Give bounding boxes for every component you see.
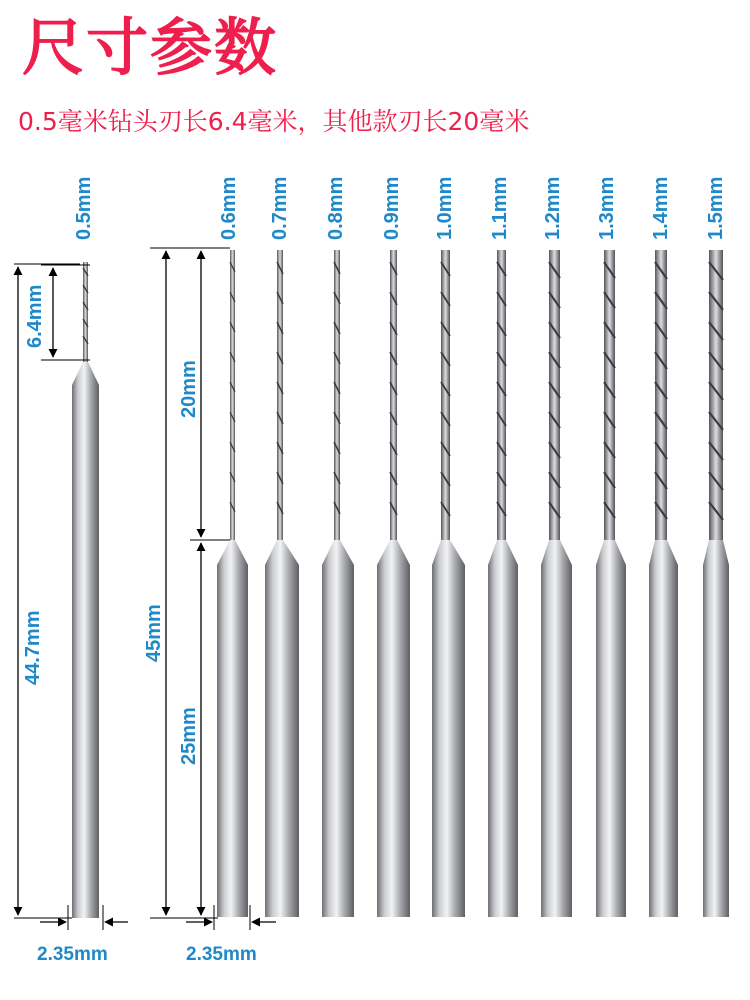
dimension-lines-set xyxy=(150,248,276,930)
size-label-0-6mm: 0.6mm xyxy=(218,176,240,240)
size-label-0-7mm: 0.7mm xyxy=(269,176,291,240)
size-label-1-5mm: 1.5mm xyxy=(705,176,727,240)
total-length-label-single: 44.7mm xyxy=(22,610,44,685)
size-label-1-3mm: 1.3mm xyxy=(596,176,618,240)
drill-bit-1-4mm xyxy=(649,250,678,917)
size-label-1-0mm: 1.0mm xyxy=(434,176,456,240)
page-subtitle: 0.5毫米钻头刃长6.4毫米，其他款刃长20毫米 xyxy=(18,107,530,136)
size-label-0-9mm: 0.9mm xyxy=(381,176,403,240)
size-label-1-1mm: 1.1mm xyxy=(489,176,511,240)
drill-bit-0-7mm xyxy=(265,250,299,917)
dimension-lines-single xyxy=(14,264,128,930)
size-label-0-8mm: 0.8mm xyxy=(325,176,347,240)
size-label-0-5mm: 0.5mm xyxy=(73,176,95,240)
shank-diameter-label-single: 2.35mm xyxy=(37,944,108,965)
drill-bit-set xyxy=(217,250,729,917)
drill-bit-1-3mm xyxy=(596,250,626,917)
flute-length-label-single: 6.4mm xyxy=(24,284,46,348)
drill-bit-1-0mm xyxy=(432,250,465,917)
size-label-1-2mm: 1.2mm xyxy=(542,176,564,240)
shank-length-label-set: 25mm xyxy=(178,707,200,765)
drill-bit-1-2mm xyxy=(541,250,572,917)
total-length-label-set: 45mm xyxy=(143,604,165,662)
shank-diameter-label-set: 2.35mm xyxy=(186,944,257,965)
size-label-1-4mm: 1.4mm xyxy=(650,176,672,240)
drill-bit-0-8mm xyxy=(322,250,354,917)
page-title: 尺寸参数 xyxy=(22,11,279,84)
drill-bit-1-1mm xyxy=(488,250,518,917)
flute-length-label-set: 20mm xyxy=(178,360,200,418)
drill-bit-1-5mm xyxy=(703,250,729,917)
drill-bit-0-9mm xyxy=(377,250,410,917)
drill-bit-0-6mm xyxy=(217,250,248,917)
